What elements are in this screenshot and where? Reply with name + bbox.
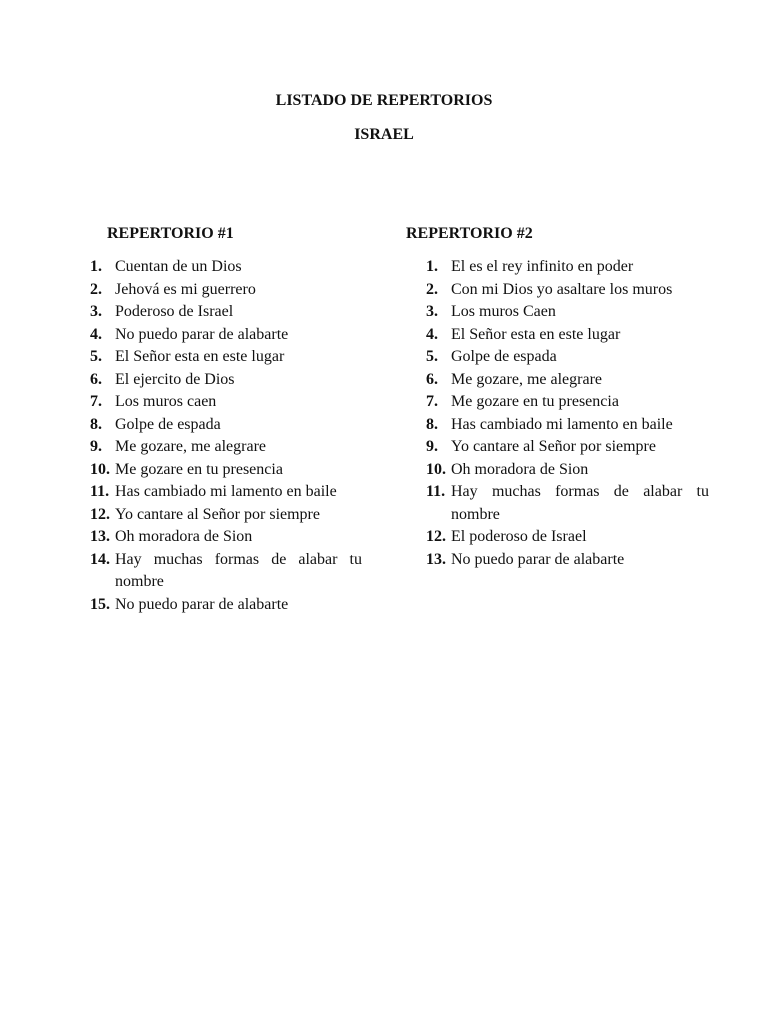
song-number: 3. (90, 303, 102, 320)
song-item (426, 549, 709, 572)
song-title: Hay muchas formas de alabar tu nombre (451, 483, 709, 523)
song-item (426, 414, 709, 437)
song-title: No puedo parar de alabarte (115, 595, 289, 613)
song-item (426, 346, 709, 369)
song-item (90, 414, 362, 437)
repertorio-1-column (90, 224, 362, 616)
song-item (426, 459, 709, 482)
song-item (90, 594, 362, 617)
song-item (90, 391, 362, 414)
song-number: 9. (426, 438, 438, 455)
song-number: 13. (90, 528, 110, 545)
song-number: 4. (426, 325, 438, 343)
song-number: 10. (426, 460, 446, 478)
repertorio-2-column (406, 224, 709, 571)
song-title: El es el rey infinito en poder (451, 258, 634, 275)
song-number: 9. (90, 438, 102, 455)
song-title: Poderoso de Israel (115, 303, 234, 320)
song-title: Los muros caen (115, 393, 217, 410)
song-item (90, 549, 362, 594)
song-title: Hay muchas formas de alabar tu nombre (115, 550, 362, 590)
song-number: 8. (426, 415, 438, 433)
song-item (90, 256, 362, 279)
song-title: Los muros Caen (451, 303, 556, 320)
song-title: Me gozare en tu presencia (451, 393, 619, 410)
song-item (426, 279, 709, 302)
song-title: Oh moradora de Sion (115, 528, 253, 545)
song-number: 12. (426, 528, 446, 545)
song-title: Jehová es mi guerrero (115, 280, 256, 298)
song-number: 3. (426, 303, 438, 320)
song-item (426, 324, 709, 347)
song-item (90, 346, 362, 369)
document-subtitle: ISRAEL (354, 126, 414, 143)
repertorio-2-list (426, 256, 709, 571)
song-title: Has cambiado mi lamento en baile (115, 483, 337, 500)
song-item (426, 391, 709, 414)
song-number: 1. (90, 258, 102, 275)
song-number: 11. (426, 483, 446, 500)
song-number: 15. (90, 595, 110, 613)
song-item (426, 369, 709, 392)
song-number: 5. (426, 348, 438, 365)
song-number: 10. (90, 460, 110, 478)
song-number: 7. (90, 393, 102, 410)
song-title: El Señor esta en este lugar (115, 348, 285, 365)
song-item (426, 481, 709, 526)
song-item (90, 324, 362, 347)
song-item (90, 369, 362, 392)
song-number: 2. (90, 280, 102, 298)
song-item (90, 459, 362, 482)
song-number: 11. (90, 483, 110, 500)
song-number: 14. (90, 550, 110, 568)
song-number: 6. (90, 370, 102, 388)
song-title: Oh moradora de Sion (451, 460, 589, 478)
song-title: Yo cantare al Señor por siempre (115, 505, 320, 523)
song-title: El Señor esta en este lugar (451, 325, 621, 343)
song-item (426, 526, 709, 549)
song-number: 7. (426, 393, 438, 410)
document-title: LISTADO DE REPERTORIOS (275, 92, 493, 109)
song-title: No puedo parar de alabarte (115, 325, 289, 343)
song-number: 1. (426, 258, 438, 275)
song-title: Con mi Dios yo asaltare los muros (451, 280, 673, 298)
song-title: El poderoso de Israel (451, 528, 587, 545)
song-item (426, 256, 709, 279)
song-item (90, 301, 362, 324)
song-title: Cuentan de un Dios (115, 258, 242, 275)
song-number: 6. (426, 370, 438, 388)
repertorio-2-heading: REPERTORIO #2 (406, 225, 533, 242)
song-title: Golpe de espada (451, 348, 557, 365)
song-item (426, 301, 709, 324)
song-number: 4. (90, 325, 102, 343)
song-title: Has cambiado mi lamento en baile (451, 415, 673, 433)
song-title: Me gozare, me alegrare (451, 370, 603, 388)
repertorio-1-heading: REPERTORIO #1 (107, 225, 234, 242)
song-number: 13. (426, 550, 446, 568)
song-title: Golpe de espada (115, 415, 221, 433)
song-title: El ejercito de Dios (115, 370, 235, 388)
song-item (90, 436, 362, 459)
song-title: Yo cantare al Señor por siempre (451, 438, 656, 455)
repertorio-1-list (90, 256, 362, 616)
song-number: 12. (90, 505, 110, 523)
song-item (90, 481, 362, 504)
song-number: 2. (426, 280, 438, 298)
song-number: 8. (90, 415, 102, 433)
song-item (426, 436, 709, 459)
song-title: Me gozare, me alegrare (115, 438, 267, 455)
song-item (90, 279, 362, 302)
song-item (90, 526, 362, 549)
song-number: 5. (90, 348, 102, 365)
song-title: No puedo parar de alabarte (451, 550, 625, 568)
song-title: Me gozare en tu presencia (115, 460, 283, 478)
song-item (90, 504, 362, 527)
